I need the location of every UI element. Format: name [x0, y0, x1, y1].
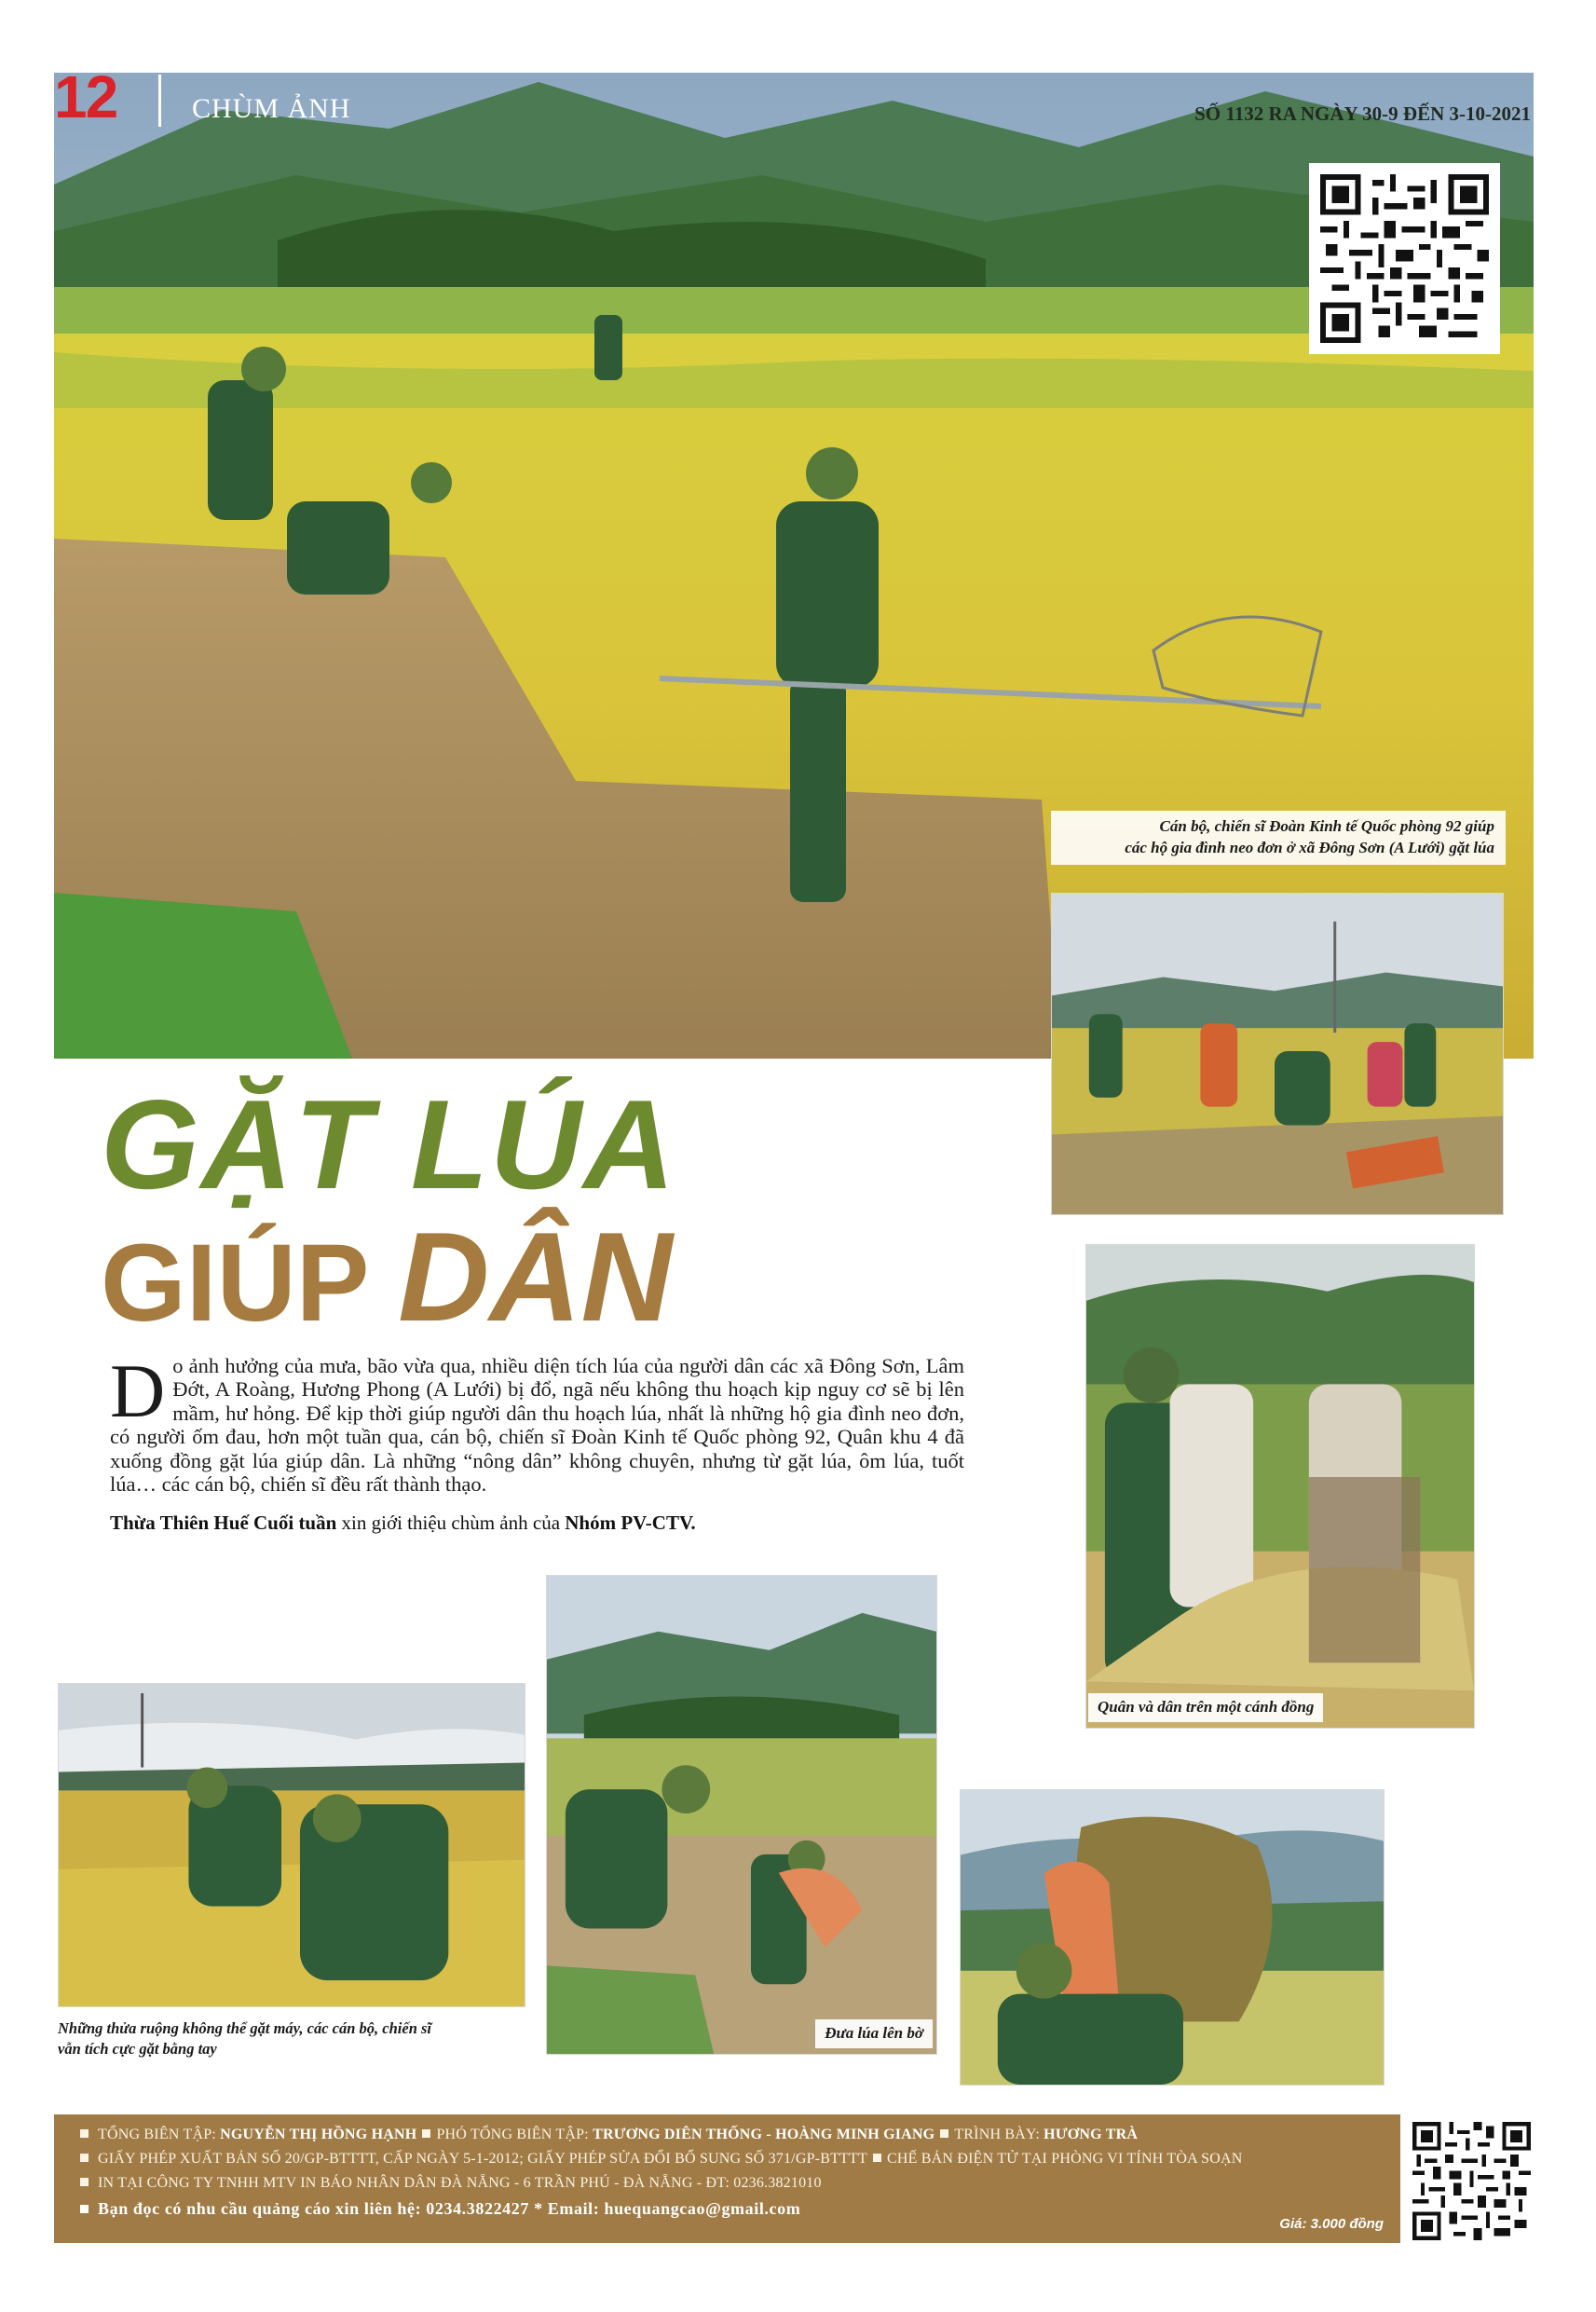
caption-by-hand-line2: vẫn tích cực gặt bằng tay — [58, 2040, 217, 2059]
footer-printer: IN TẠI CÔNG TY TNHH MTV IN BÁO NHÂN DÂN ĐÀ NẴNG - 6 TRẦN PHÚ - ĐÀ NẴNG - ĐT: 0236.3821010 — [80, 2171, 1400, 2196]
caption-main-line1: Cán bộ, chiến sĩ Đoàn Kinh tế Quốc phòng 92 giúp — [1159, 817, 1494, 835]
issue-info: SỐ 1132 RA NGÀY 30-9 ĐẾN 3-10-2021 — [1194, 103, 1531, 125]
qr-code-icon — [1409, 2118, 1535, 2244]
footer-ads: Bạn đọc có nhu cầu quảng cáo xin liên hệ: 0234.3822427 * Email: huequangcao@gmail.com — [80, 2196, 1400, 2223]
intro-author: Nhóm PV-CTV. — [565, 1512, 696, 1534]
page-number: 12 — [54, 63, 117, 130]
photo-group-harvest — [1051, 893, 1504, 1215]
header-divider — [158, 75, 161, 127]
photo-flooded-paddy — [546, 1575, 937, 2055]
bullet-icon — [873, 2154, 881, 2162]
bullet-icon — [422, 2129, 430, 2138]
photo-threshing — [1085, 1244, 1475, 1729]
bullet-icon — [80, 2178, 89, 2186]
headline-line2-a: GIÚP — [101, 1222, 399, 1345]
caption-main-line2: các hộ gia đình neo đơn ở xã Đông Sơn (A Lưới) gặt lúa — [1125, 838, 1494, 856]
bullet-icon — [80, 2154, 89, 2162]
bullet-icon — [80, 2129, 89, 2138]
lede-paragraph — [110, 1348, 964, 1497]
caption-main — [1051, 811, 1506, 865]
headline-line2-b: DÂN — [398, 1206, 673, 1348]
bullet-icon — [940, 2129, 948, 2138]
layout-name: HƯƠNG TRÀ — [1044, 2127, 1139, 2142]
lede-text: o ảnh hưởng của mưa, bão vừa qua, nhiều diện tích lúa của người dân các xã Đông Sơn, Lâm Đớt, A Roàng, Hương Phong (A Lưới) bị đổ, ngã nếu không thu hoạch kịp nguy cơ sẽ bị lên mầm, hư hỏng. Để kịp thời giúp người dân thu hoạch lúa, nhất là những hộ gia đình neo đơn, có người ốm đau, hơn một tuần qua, cán bộ, chiến sĩ Đoàn Kinh tế Quốc phòng 92, Quân khu 4 đã xuống đồng gặt lúa giúp dân. Là những “nông dân” không chuyên, nhưng từ gặt lúa, ôm lúa, tuốt lúa… các cán bộ, chiến sĩ đều rất thành thạo. — [110, 1354, 964, 1497]
caption-by-hand — [58, 2018, 542, 2060]
drop-cap: D — [110, 1348, 166, 1433]
bullet-icon — [80, 2205, 89, 2213]
caption-carry: Đưa lúa lên bờ — [815, 2019, 933, 2048]
qr-code-icon — [1309, 163, 1500, 354]
headline — [101, 1074, 677, 1348]
photo-hand-harvest — [58, 1683, 525, 2007]
section-name: CHÙM ẢNH — [192, 93, 351, 124]
footer-masthead — [54, 2114, 1400, 2243]
footer-editors: TỔNG BIÊN TẬP: NGUYỄN THỊ HỒNG HẠNH PHÓ TỔNG BIÊN TẬP: TRƯƠNG DIÊN THỐNG - HOÀNG MINH GIANG TRÌNH BÀY: HƯƠNG TRÀ — [80, 2123, 1400, 2147]
editor-name: NGUYỄN THỊ HỒNG HẠNH — [220, 2127, 417, 2142]
caption-field-together: Quân và dân trên một cánh đồng — [1088, 1693, 1323, 1722]
photo-carry-rice — [960, 1789, 1385, 2086]
price: Giá: 3.000 đồng — [1279, 2216, 1384, 2232]
deputy-name: TRƯƠNG DIÊN THỐNG - HOÀNG MINH GIANG — [593, 2127, 935, 2142]
caption-by-hand-line1: Những thửa ruộng không thể gặt máy, các cán bộ, chiến sĩ — [58, 2019, 432, 2037]
intro-source: Thừa Thiên Huế Cuối tuần — [110, 1512, 337, 1534]
headline-line1: GẶT LÚA — [101, 1074, 677, 1215]
footer-license: GIẤY PHÉP XUẤT BẢN SỐ 20/GP-BTTTT, CẤP NGÀY 5-1-2012; GIẤY PHÉP SỬA ĐỔI BỔ SUNG SỐ 371/GP-BTTTT CHẾ BẢN ĐIỆN TỬ TẠI PHÒNG VI TÍNH TÒA SOẠN — [80, 2147, 1400, 2171]
intro-middle: xin giới thiệu chùm ảnh của — [336, 1512, 566, 1534]
photo-intro — [110, 1512, 964, 1535]
headline-line2 — [101, 1206, 676, 1348]
